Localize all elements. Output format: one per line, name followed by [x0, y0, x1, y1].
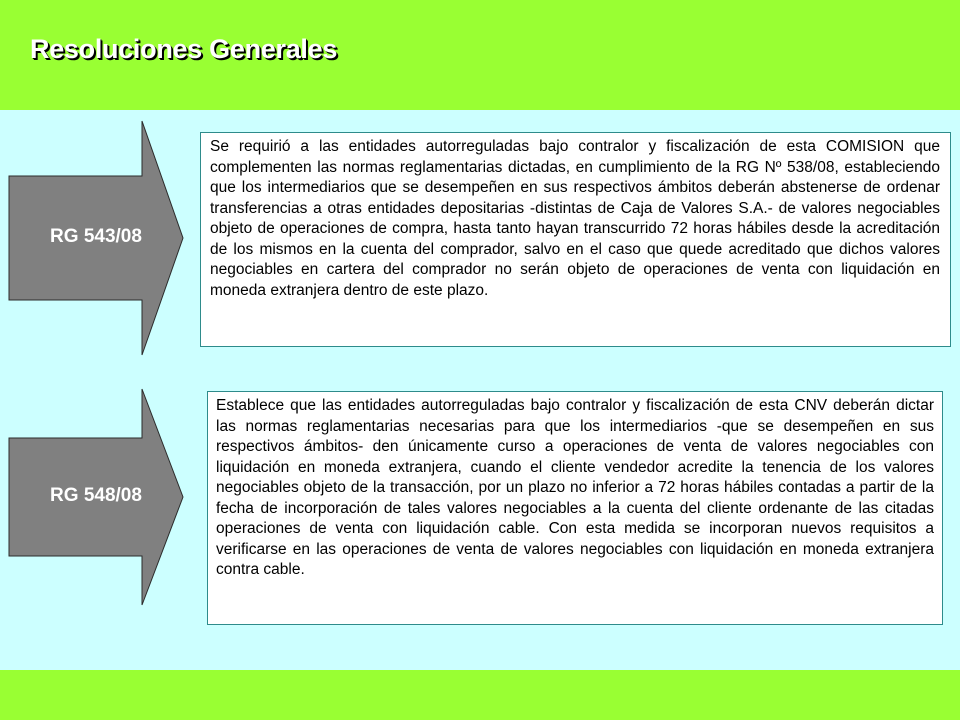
arrow-label-rg-543: RG 543/08 [50, 226, 142, 247]
description-box-rg-543: Se requirió a las entidades autorreguladas bajo contralor y fiscalización de esta COMISION que complementen las normas reglamentarias dictadas, en cumplimiento de la RG Nº 538/08, estableciendo que los intermediarios que se desempeñen en sus respectivos ámbitos deberán abstenerse de ordenar transferencias a otras entidades depositarias -distintas de Caja de Valores S.A.- de valores negociables objeto de operaciones de compra, hasta tanto hayan transcurrido 72 horas hábiles desde la acreditación de los mismos en la cuenta del comprador, salvo en el caso que quede acreditado que dichos valores negociables en cartera del comprador no serán objeto de operaciones de venta con liquidación en moneda extranjera dentro de este plazo. [200, 132, 951, 347]
page-title: Resoluciones Generales [30, 34, 338, 64]
footer-band [0, 670, 960, 720]
description-box-rg-548: Establece que las entidades autorreguladas bajo contralor y fiscalización de esta CNV deberán dictar las normas reglamentarias necesarias para que los intermediarios -que se desempeñen en sus respectivos ámbitos- den únicamente curso a operaciones de venta de valores negociables con liquidación en moneda extranjera, cuando el cliente vendedor acredite la tenencia de los valores negociables objeto de la transacción, por un plazo no inferior a 72 horas hábiles contadas a partir de la fecha de incorporación de tales valores negociables a la cuenta del cliente ordenante de las citadas operaciones de venta con liquidación cable. Con esta medida se incorporan nuevos requisitos a verificarse en las operaciones de venta de valores negociables con liquidación en moneda extranjera contra cable. [207, 391, 943, 625]
arrow-label-rg-548: RG 548/08 [50, 485, 142, 506]
arrow-rg-548 [8, 388, 184, 606]
arrow-rg-543 [8, 120, 184, 356]
